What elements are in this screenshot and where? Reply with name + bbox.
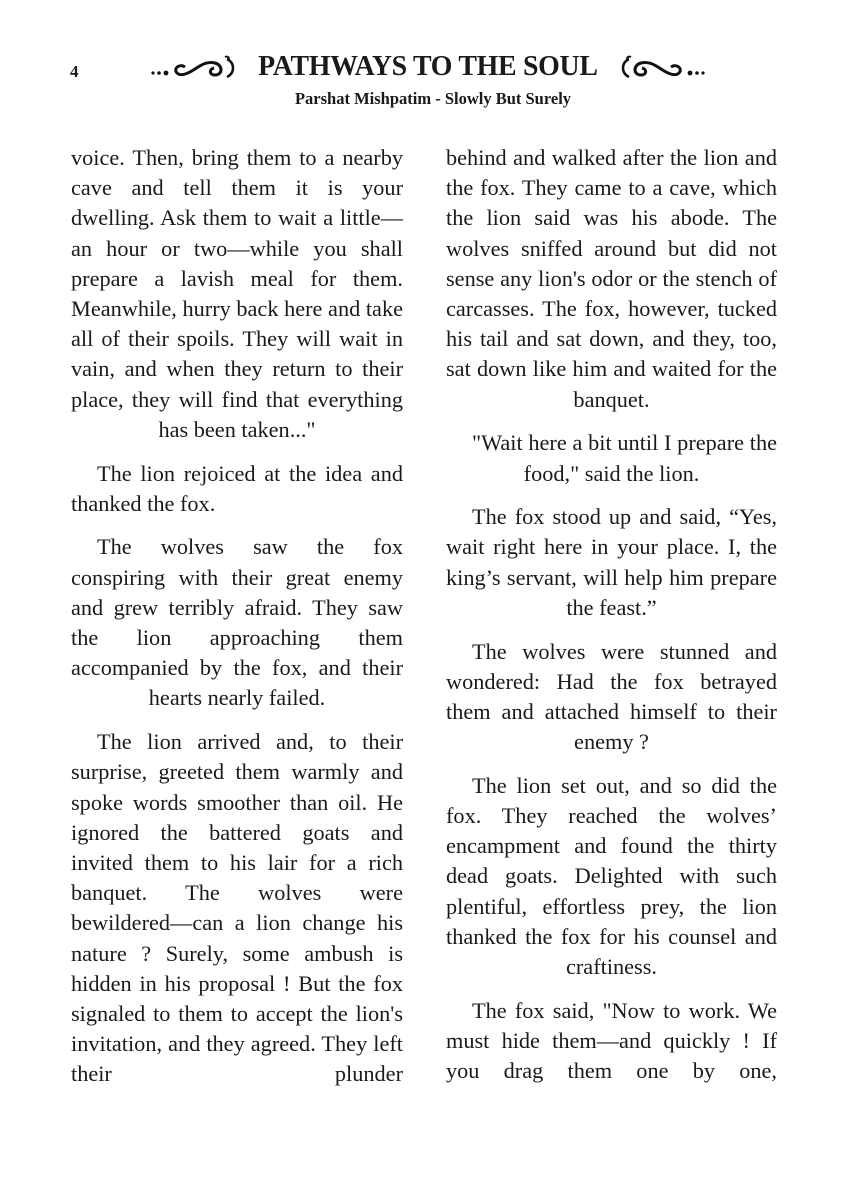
flourish-left-icon (149, 53, 245, 81)
paragraph: The lion arrived and, to their surprise, greeted them warmly and spoke words smoother than oil. He ignored the battered goats and invited them to his lair for a rich banquet. The wolves were bewildered—can a lion change his nature ? Surely, some ambush is hidden in his proposal ! But the fox signaled to them to accept the lion's invitation, and they agreed. They left their plunder (71, 729, 403, 1087)
paragraph: The lion set out, and so did the fox. They reached the wolves’ encampment and found the thirty dead goats. Delighted with such plentiful, effortless prey, the lion thanked the fox for his counsel and craftiness. (446, 772, 777, 980)
paragraph: behind and walked after the lion and the fox. They came to a cave, which the lion said was his abode. The wolves sniffed around but did not sense any lion's odor or the stench of carcasses. The fox, however, tucked his tail and sat down, and they, too, sat down like him and waited for the banquet. (446, 145, 777, 412)
flourish-right-icon (611, 53, 707, 81)
paragraph: The wolves were stunned and wondered: Had the fox betrayed them and attached himself to their enemy ? (446, 638, 777, 755)
page-number: 4 (70, 62, 79, 81)
book-title: PATHWAYS TO THE SOUL (258, 50, 598, 82)
paragraph: "Wait here a bit until I prepare the food," said the lion. (472, 430, 777, 486)
chapter-subtitle: Parshat Mishpatim - Slowly But Surely (294, 89, 572, 108)
header-title-row (10, 50, 846, 83)
paragraph: The wolves saw the fox conspiring with their great enemy and grew terribly afraid. They saw the lion approaching them accompanied by the fox, and their hearts nearly failed. (71, 534, 403, 711)
right-column (446, 143, 777, 1100)
paragraph: The lion rejoiced at the idea and thanked the fox. (71, 460, 403, 516)
running-header (0, 50, 846, 109)
paragraph: The fox said, "Now to work. We must hide them—and quickly ! If you drag them one by one, (446, 997, 777, 1084)
left-column (71, 143, 403, 1103)
paragraph: The fox stood up and said, “Yes, wait right here in your place. I, the king’s servant, will help him prepare the feast.” (446, 504, 777, 620)
paragraph: voice. Then, bring them to a nearby cave and tell them it is your dwelling. Ask them to wait a little—an hour or two—while you shall prepare a lavish meal for them. Meanwhile, hurry back here and take all of their spoils. They will wait in vain, and when they return to their place, they will find that everything has been taken..." (71, 145, 403, 442)
